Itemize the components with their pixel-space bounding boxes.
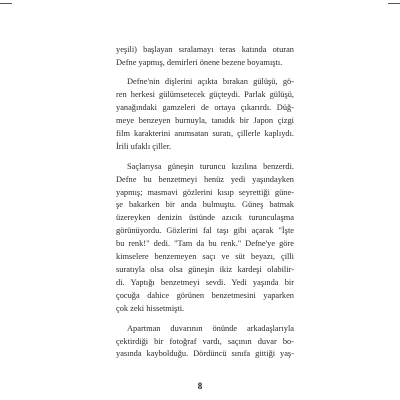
paragraph bbox=[116, 44, 294, 70]
text-line: üzereyken denizin üstünde azıcık turunculaşma bbox=[116, 213, 294, 223]
crop-mark-top-left bbox=[0, 3, 12, 4]
page-number: 8 bbox=[197, 381, 203, 391]
crop-mark-top-right bbox=[388, 3, 400, 4]
text-line: yapmış; masmavi gözlerini kısıp seyrettiği güne- bbox=[116, 187, 294, 197]
text-line: meye benzeyen burnuyla, tanıdık bir Japon çizgi bbox=[116, 116, 294, 126]
text-line: şe bakarken bir anda bulmuştu. Güneş batmak bbox=[116, 200, 294, 210]
text-line: çektirdiği bir fotoğraf vardı, saçının duvar bo- bbox=[116, 336, 294, 346]
paragraph bbox=[116, 161, 294, 316]
text-line: di. Yaptığı benzetmeyi sevdi. Yedi yaşında bir bbox=[116, 278, 294, 288]
text-line: yanağındaki gamzeleri de ortaya çıkarırdı. Düğ- bbox=[116, 103, 294, 113]
text-line: film karakterini anımsatan suratı, çillerle kaplıydı. bbox=[116, 129, 294, 139]
text-line: çok zeki hissetmişti. bbox=[116, 304, 185, 314]
text-line: Defne bu benzetmeyi henüz yedi yaşındayken bbox=[116, 174, 294, 184]
text-line: görünüyordu. Gözlerini fal taşı gibi açarak "İşte bbox=[116, 226, 294, 236]
text-line: çocuğa dahice görünen benzetmesini yaparken bbox=[116, 291, 294, 301]
text-line: yeşili) başlayan sıralamayı teras katında oturan bbox=[116, 45, 294, 54]
text-line: Apartman duvarının önünde arkadaşlarıyla bbox=[127, 323, 294, 333]
text-line: bu renk!" dedi. "Tam da bu renk." Defne'ye göre bbox=[116, 239, 294, 249]
text-line: Defne'nin dişlerini açıkta bırakan gülüşü, gö- bbox=[127, 77, 294, 87]
text-line: Saçlarıysa güneşin turuncu kızılına benzerdi. bbox=[127, 161, 294, 171]
paragraph bbox=[116, 323, 294, 362]
body-text bbox=[116, 44, 294, 361]
text-line: kimselere benzemeyen saçı ve süt beyazı, çilli bbox=[116, 252, 294, 262]
text-line: yasında kaybolduğu. Dördüncü sınıfa gittiği yaş- bbox=[116, 349, 294, 359]
text-line: ren herkesi gülümsetecek güçteydi. Parlak gülüşü, bbox=[116, 90, 294, 100]
text-line: suratıyla olsa olsa güneşin ikiz kardeşi olabilir- bbox=[116, 265, 294, 275]
paragraph bbox=[116, 76, 294, 154]
text-line: Defne yapmış, demirleri önene bezene boyamıştı. bbox=[116, 57, 283, 67]
text-line: İrili ufaklı çiller. bbox=[116, 142, 172, 152]
